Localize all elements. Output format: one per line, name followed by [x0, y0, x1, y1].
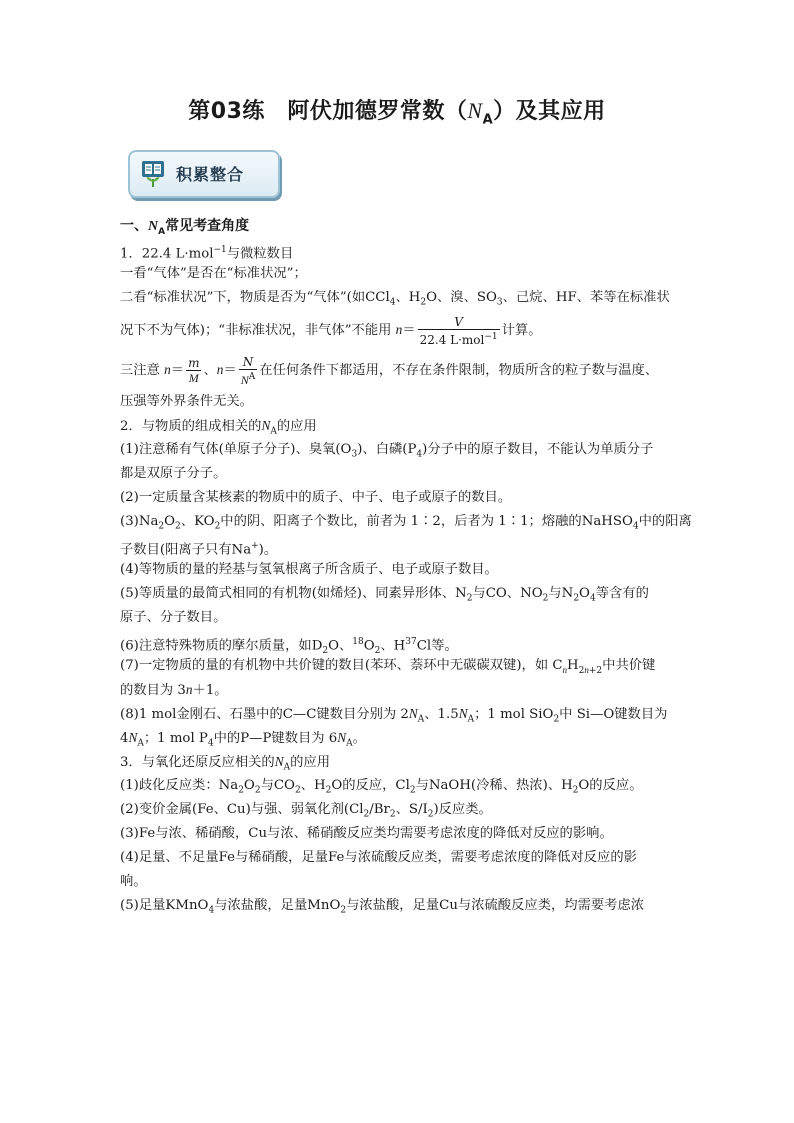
paragraph-line: 响。: [120, 874, 147, 889]
paragraph-line: (7)一定物质的量的有机物中共价键的数目(苯环、萘环中无碳碳双键)，如 $C_nH_{2n+2}$中共价键: [120, 658, 656, 676]
paragraph-line: (2)一定质量含某核素的物质中的质子、中子、电子或原子的数目。: [120, 490, 512, 505]
book-plant-icon: [140, 159, 166, 189]
paragraph-line: 原子、分子数目。: [120, 610, 227, 625]
formula-fraction: $\frac{m}{M}$: [188, 356, 200, 385]
item-2-heading: 2．与物质的组成相关的$N_A$的应用: [120, 418, 317, 437]
paragraph-line: (4)等物质的量的羟基与氢氧根离子所含质子、电子或原子数目。: [120, 562, 498, 577]
paragraph-line: (5)足量KMnO$_4$与浓盐酸，足量MnO$_2$与浓盐酸，足量Cu与浓硫酸反应类，均需要考虑浓: [120, 898, 645, 916]
item-1-heading: 1．22.4 L·mol$^{-1}$与微粒数目: [120, 245, 294, 262]
formula-fraction: $\frac{N}{N^A}$: [240, 354, 256, 387]
paragraph-line: 三注意 n＝ $\frac{m}{M}$ 、n＝ $\frac{N}{N^A}$ 在任何条件下都适用，不存在条件限制，物质所含的粒子数与温度、: [120, 354, 659, 387]
page-title: 第03练 阿伏加德罗常数$(N_A)$及其应用: [188, 98, 606, 128]
paragraph-line: (1)歧化反应类：$Na_2O_2$与$CO_2$、$H_2O$的反应，$Cl_2$与NaOH(冷稀、热浓)、$H_2O$的反应。: [120, 778, 643, 796]
paragraph-line: (8)1 mol金刚石、石墨中的C—C键数目分别为 $2N_A$、$1.5N_A$；1 mol SiO$_2$中 Si—O键数目为: [120, 706, 668, 725]
paragraph-line: (4)足量、不足量Fe与稀硝酸，足量Fe与浓硫酸反应类，需要考虑浓度的降低对反应的影: [120, 850, 637, 865]
badge-label: 积累整合: [176, 165, 245, 184]
paragraph-line: 一看“气体”是否在“标准状况”；: [120, 266, 307, 281]
paragraph-line: 二看“标准状况”下，物质是否为“气体”(如CCl$_4$、$H_2O$、溴、$SO_3$、己烷、HF、苯等在标准状: [120, 290, 670, 308]
paragraph-line: 的数目为 3n＋1。: [120, 682, 228, 698]
item-3-heading: 3．与氧化还原反应相关的$N_A$的应用: [120, 754, 330, 773]
paragraph-line: (5)等质量的最简式相同的有机物(如烯烃)、同素异形体、$N_2$与CO、$NO_2$与$N_2O_4$等含有的: [120, 586, 649, 604]
section-heading-1: 一、$N_A$常见考查角度: [120, 218, 250, 237]
paragraph-line: $(3)Na_2O_2$、$KO_2$中的阴、阳离子个数比，前者为 1∶2，后者为 1∶1；熔融的NaHSO$_4$中的阳离: [120, 514, 692, 532]
paragraph-line: (6)注意特殊物质的摩尔质量，如$D_2O$、$^{18}O_2$、$H^{37}Cl$等。: [120, 637, 458, 657]
paragraph-line: (2)变价金属(Fe、Cu)与强、弱氧化剂($Cl_2/Br_2$、$S/I_2$)反应类。: [120, 802, 492, 820]
paragraph-line: (1)注意稀有气体(单原子分子)、臭氧$(O_3)$、白磷$(P_4)$分子中的原子数目，不能认为单质分子: [120, 442, 654, 460]
paragraph-line: 子数目(阳离子只有Na+)。: [120, 541, 278, 558]
content-body: [120, 214, 692, 918]
formula-fraction: $\frac{V}{22.4 L\cdot mol^{-1}}$: [419, 314, 498, 347]
paragraph-line: 压强等外界条件无关。: [120, 394, 253, 409]
section-badge: [128, 150, 280, 198]
paragraph-line: $4N_A$；1 mol $P_4$中的P—P键数目为 $6N_A$。: [120, 730, 366, 749]
paragraph-line: (3)Fe与浓、稀硝酸，Cu与浓、稀硝酸反应类均需要考虑浓度的降低对反应的影响。: [120, 826, 613, 841]
paragraph-line: 况下不为气体)；“非标准状况，非气体”不能用 n＝ $\frac{V}{22.4 L\cdot mol^{-1}}$ 计算。: [120, 314, 542, 347]
paragraph-line: 都是双原子分子。: [120, 466, 227, 481]
